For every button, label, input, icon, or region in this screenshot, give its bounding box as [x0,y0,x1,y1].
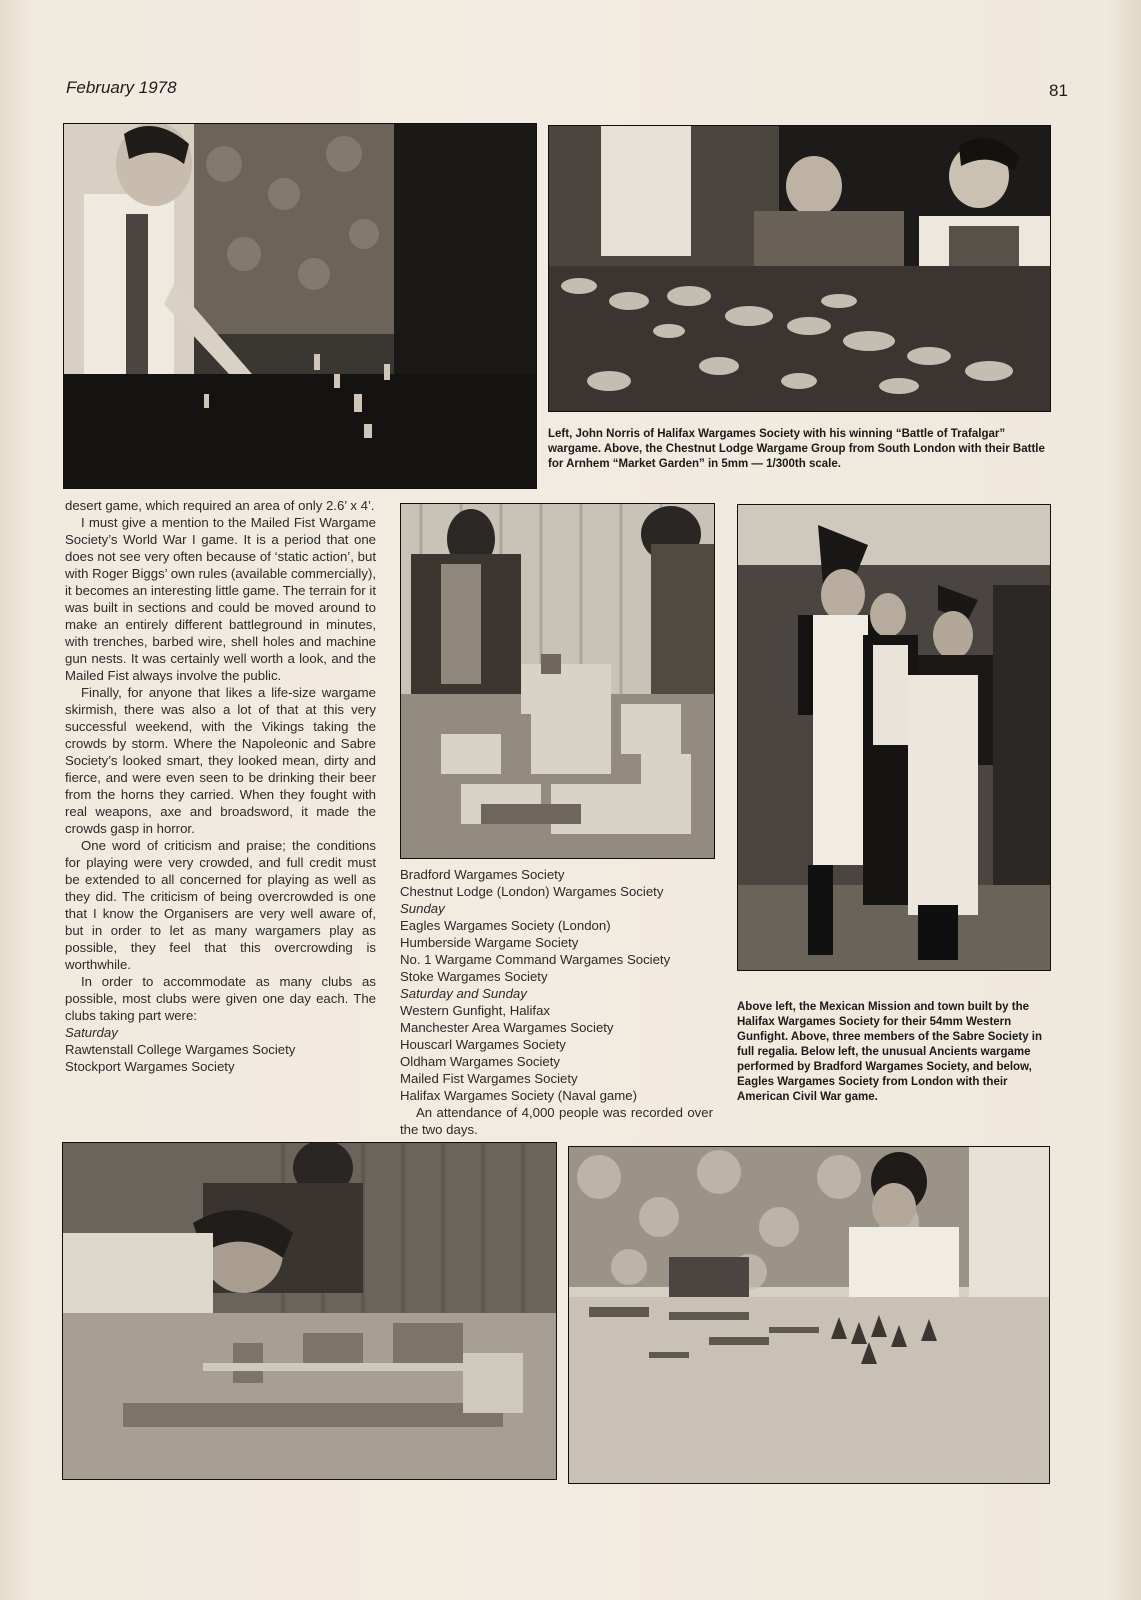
photo-sabre-society [737,504,1051,971]
day-heading: Saturday and Sunday [400,986,527,1001]
caption-middle: Above left, the Mexican Mission and town built by the Halifax Wargames Society for their 54mm Western Gunfight. Above, three members of the Sabre Society in full regalia. Below left, the unusual Ancients wargame performed by Bradford Wargames Society, and below, Eagles Wargames Society from London with their American Civil War game. [737,1001,1043,1103]
photo-trafalgar [63,123,537,489]
article-paragraph: Finally, for anyone that likes a life-size wargame skirmish, there was also a lot of that at this very successful weekend, with the Vikings taking the crowds by storm. Where the Napoleonic and Sabre Society’s looked smart, they looked mean, dirty and fierce, and were even seen to be drinking their beer from the horns they carried. When they fought with real weapons, axe and broadsword, it made the crowds gasp in horror. [65,685,376,836]
issue-date: February 1978 [66,78,177,97]
photo-graphic [64,124,536,488]
club-list-item: Mailed Fist Wargames Society [400,1071,578,1086]
day-heading: Sunday [400,901,445,916]
page-number: 81 [1049,81,1068,100]
club-list-item: Stockport Wargames Society [65,1059,235,1074]
club-list-item: Houscarl Wargames Society [400,1037,566,1052]
club-list-item: Manchester Area Wargames Society [400,1020,614,1035]
club-list-item: Chestnut Lodge (London) Wargames Society [400,884,664,899]
photo-ancients-wargame [62,1142,557,1480]
photo-graphic [569,1147,1049,1483]
club-list-item: Rawtenstall College Wargames Society [65,1042,296,1057]
photo-arnhem [548,125,1051,412]
photo-mexican-mission [400,503,715,859]
club-list-item: Bradford Wargames Society [400,867,565,882]
photo-graphic [549,126,1050,411]
club-list-item: Oldham Wargames Society [400,1054,561,1069]
photo-graphic [401,504,714,858]
photo-graphic [63,1143,556,1479]
photo-graphic [738,505,1050,970]
article-paragraph: One word of criticism and praise; the conditions for playing were very crowded, and full credit must be extended to all concerned for playing as well as they did. The criticism of being overcrowded is one that I know the Organisers are very well aware of, but in order to let as many wargamers play as possible, they feel that this overcrowding is worthwhile. [65,838,376,972]
photo-civil-war-game [568,1146,1050,1484]
article-paragraph: desert game, which required an area of only 2.6’ x 4’. [65,498,375,513]
club-list-item: Stoke Wargames Society [400,969,548,984]
caption-top: Left, John Norris of Halifax Wargames Society with his winning “Battle of Trafalgar” wargame. Above, the Chestnut Lodge Wargame Group from South London with their Battle for Arnhem “Market Garden” in 5mm — 1/300th scale. [548,428,1045,470]
article-paragraph: In order to accommodate as many clubs as possible, most clubs were given one day each. The clubs taking part were: [65,974,376,1023]
club-list-item: Halifax Wargames Society (Naval game) [400,1088,637,1103]
article-closing: An attendance of 4,000 people was recorded over the two days. [400,1105,713,1137]
article-column-middle [400,866,713,1138]
club-list-item: No. 1 Wargame Command Wargames Society [400,952,671,967]
article-paragraph: I must give a mention to the Mailed Fist Wargame Society’s World War I game. It is a period that one does not see very often because of ‘static action’, but with Roger Biggs’ own rules (available commercially), it becomes an interesting little game. The terrain for it was built in sections and could be moved around to make an entirely different battleground in minutes, with trenches, barbed wire, shell holes and machine gun nests. It was certainly well worth a look, and the Mailed Fist always involve the public. [65,515,376,683]
club-list-item: Humberside Wargame Society [400,935,579,950]
club-list-item: Eagles Wargames Society (London) [400,918,611,933]
article-column-left [65,497,376,1075]
day-heading: Saturday [65,1025,118,1040]
club-list-item: Western Gunfight, Halifax [400,1003,551,1018]
